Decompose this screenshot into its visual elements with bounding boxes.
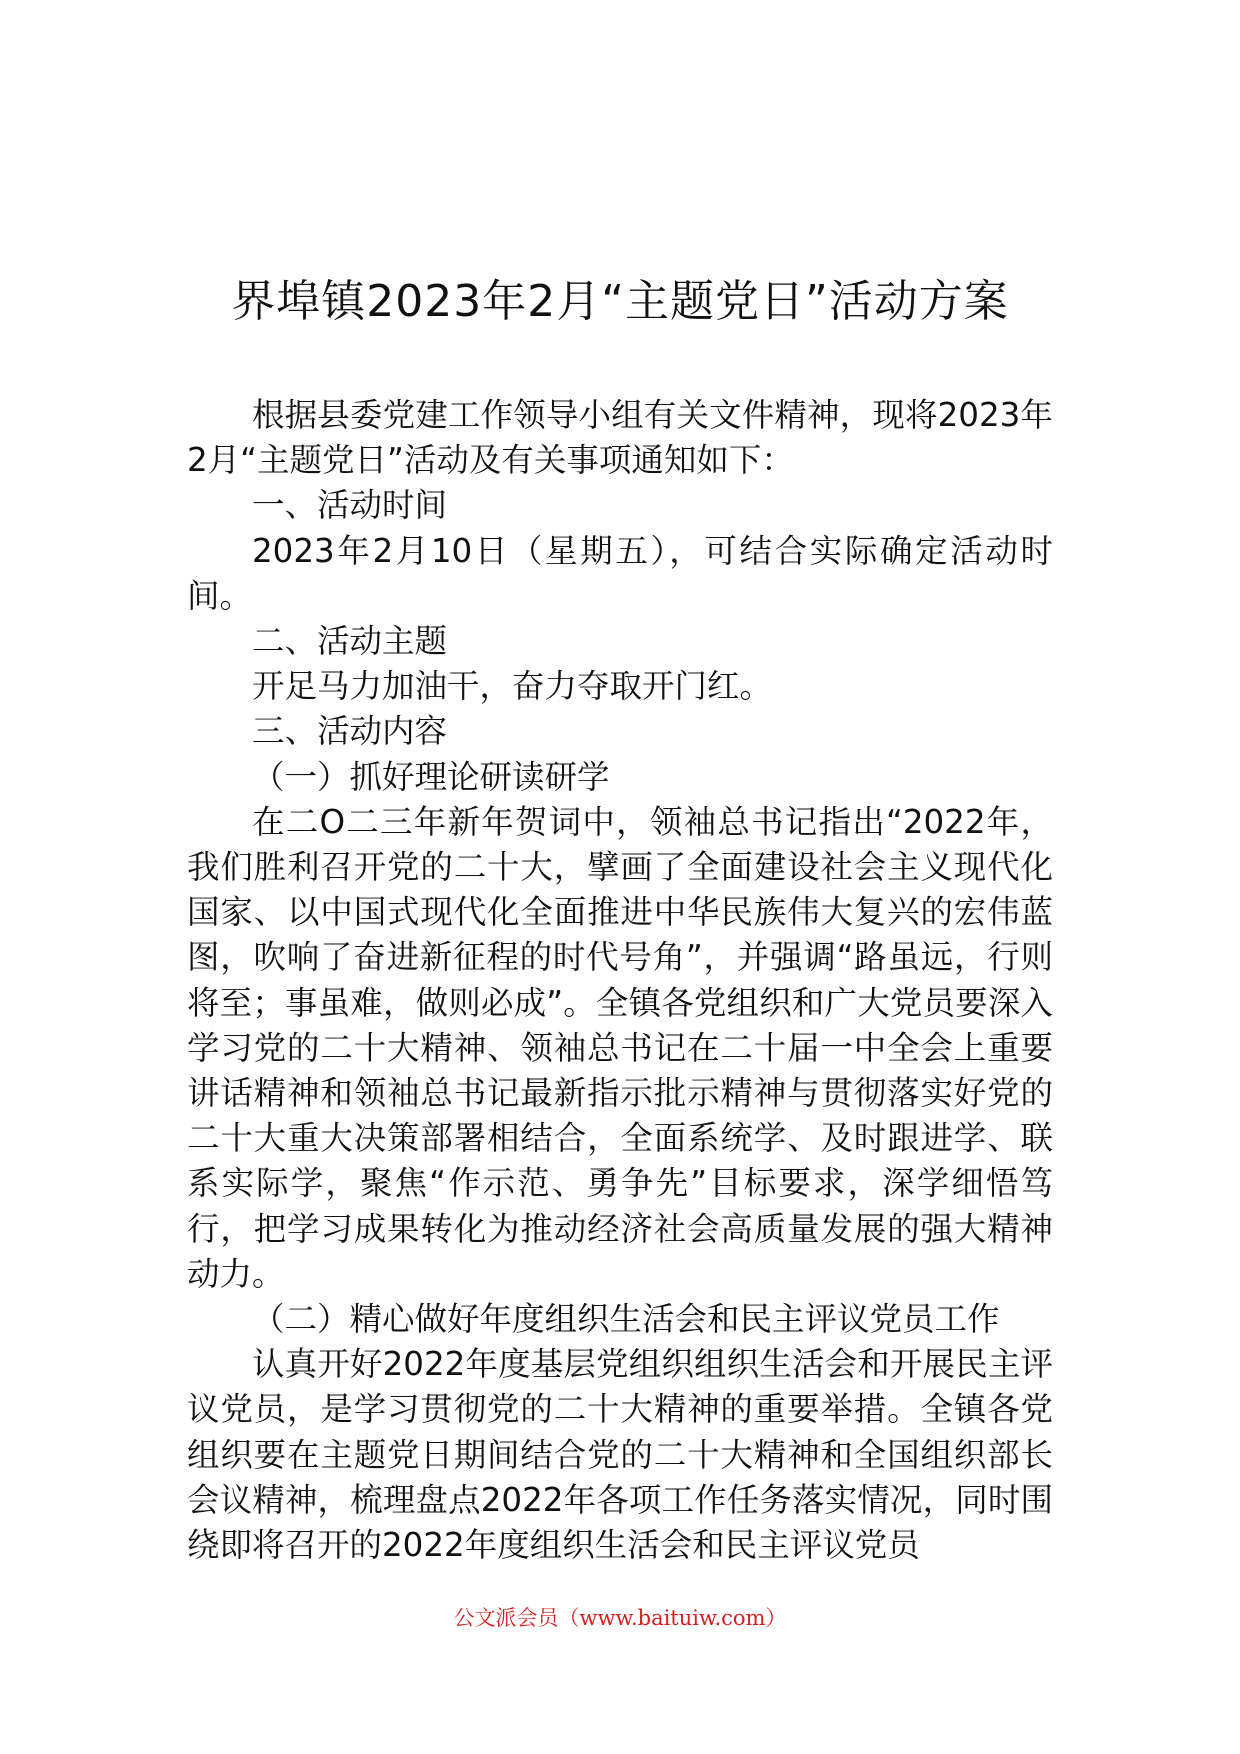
heading-activity-time: 一、活动时间 xyxy=(252,486,448,525)
footer-watermark: 公文派会员（www.baituiw.com） xyxy=(453,1606,787,1630)
document-body xyxy=(187,393,1053,1568)
heading-activity-theme: 二、活动主题 xyxy=(252,622,448,661)
paragraph-intro: 根据县委党建工作领导小组有关文件精神，现将2023年2月“主题党日”活动及有关事项通知如下： xyxy=(187,396,1053,480)
paragraph-organization-life: 认真开好2022年度基层党组织组织生活会和开展民主评议党员，是学习贯彻党的二十大精神的重要举措。全镇各党组织要在主题党日期间结合党的二十大精神和全国组织部长会议精神，梳理盘点2022年各项工作任务落实情况，同时围绕即将召开的2022年度组织生活会和民主评议党员 xyxy=(187,1345,1053,1565)
document-title: 界埠镇2023年2月“主题党日”活动方案 xyxy=(231,276,1009,327)
paragraph-activity-theme: 开足马力加油干，奋力夺取开门红。 xyxy=(252,667,773,706)
heading-activity-content: 三、活动内容 xyxy=(252,712,448,751)
paragraph-activity-time: 2023年2月10日（星期五），可结合实际确定活动时间。 xyxy=(187,531,1053,615)
subheading-organization-life: （二）精心做好年度组织生活会和民主评议党员工作 xyxy=(252,1300,1000,1339)
paragraph-theory-study: 在二O二三年新年贺词中，领袖总书记指出“2022年，我们胜利召开党的二十大，擘画了全面建设社会主义现代化国家、以中国式现代化全面推进中华民族伟大复兴的宏伟蓝图，吹响了奋进新征程的时代号角”，并强调“路虽远，行则将至；事虽难，做则必成”。全镇各党组织和广大党员要深入学习党的二十大精神、领袖总书记在二十届一中全会上重要讲话精神和领袖总书记最新指示批示精神与贯彻落实好党的二十大重大决策部署相结合，全面系统学、及时跟进学、联系实际学，聚焦“作示范、勇争先”目标要求，深学细悟笃行，把学习成果转化为推动经济社会高质量发展的强大精神动力。 xyxy=(187,802,1053,1293)
subheading-theory-study: （一）抓好理论研读研学 xyxy=(252,757,610,796)
